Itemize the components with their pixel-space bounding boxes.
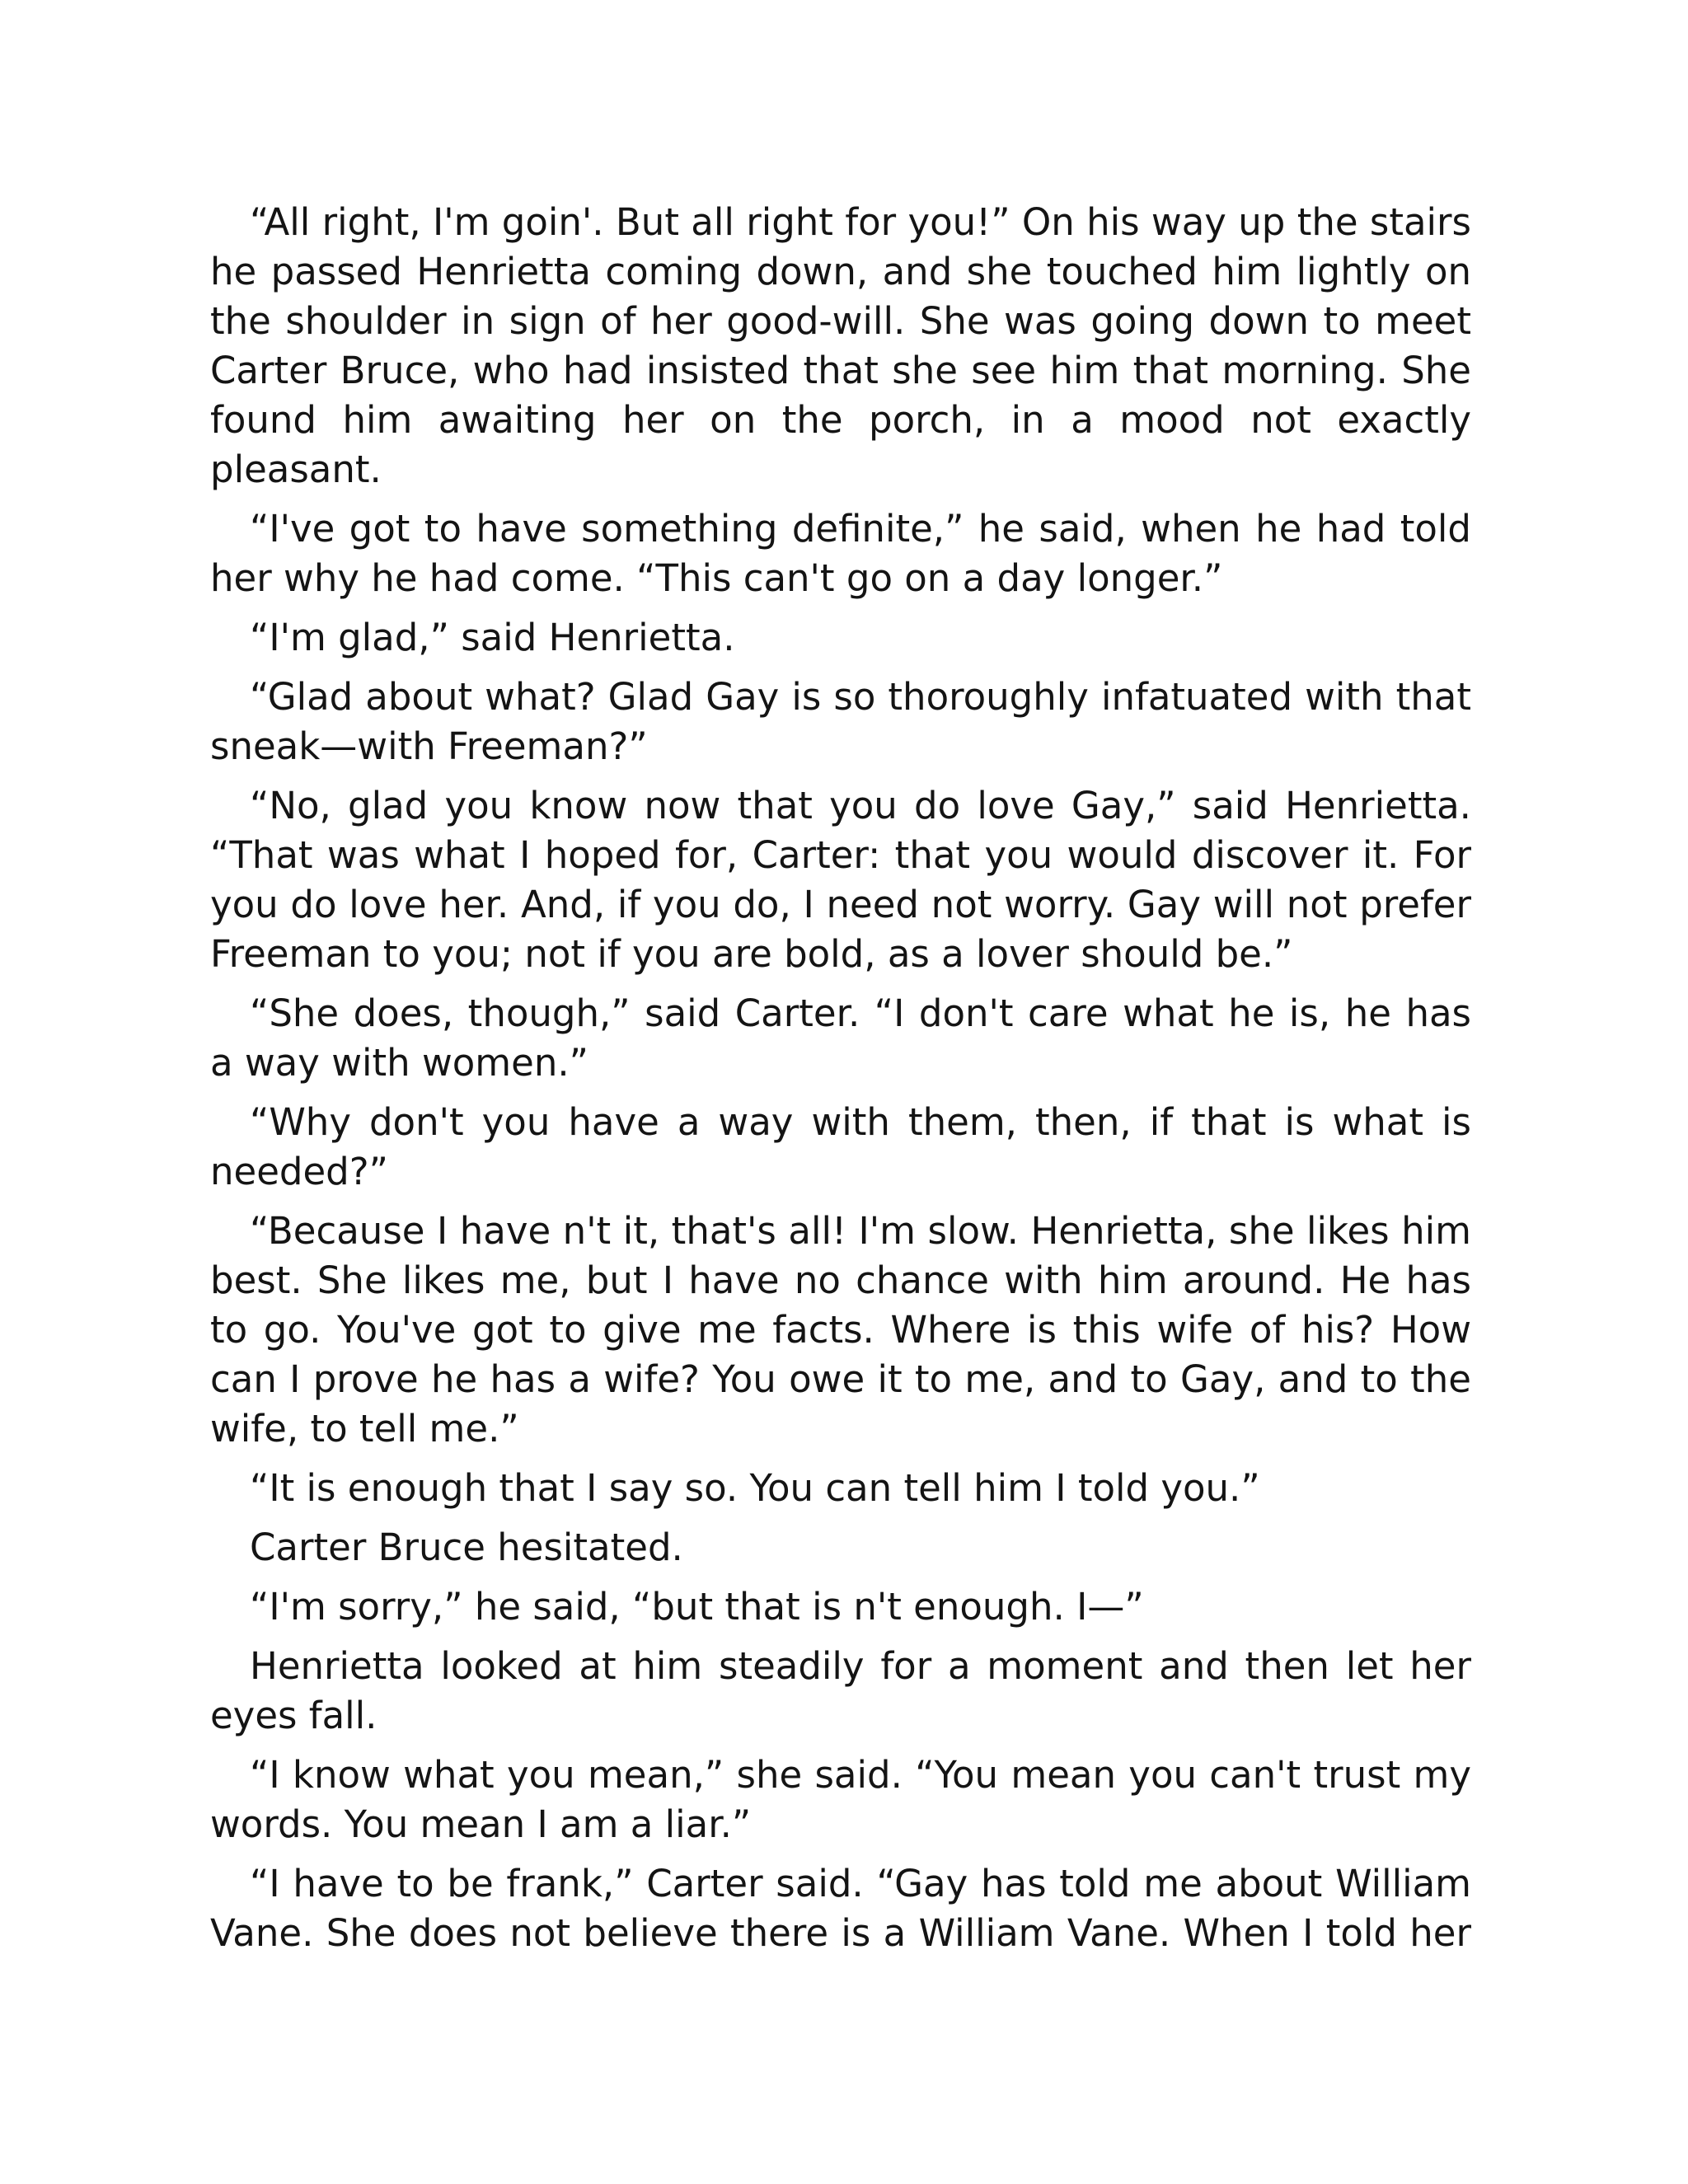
paragraph-14: “I have to be frank,” Carter said. “Gay has told me about William Vane. She does not believe there is a William Vane. When I told her (210, 1862, 1471, 1955)
paragraph-11: “I'm sorry,” he said, “but that is n't enough. I—” (250, 1585, 1144, 1629)
paragraph-3: “I'm glad,” said Henrietta. (250, 616, 735, 659)
paragraph-8: “Because I have n't it, that's all! I'm slow. Henrietta, she likes him best. She likes me, but I have no chance with him around. He has to go. You've got to give me facts. Where is this wife of his? How can I prove he has a wife? You owe it to me, and to Gay, and to the wife, to tell me.” (210, 1209, 1471, 1451)
paragraph-13: “I know what you mean,” she said. “You mean you can't trust my words. You mean I am a liar.” (210, 1753, 1471, 1846)
paragraph-1: “All right, I'm goin'. But all right for you!” On his way up the stairs he passed Henrietta coming down, and she touched him lightly on the shoulder in sign of her good-will. She was going down to meet Carter Bruce, who had insisted that she see him that morning. She found him awaiting her on the porch, in a mood not exactly pleasant. (210, 200, 1471, 491)
body-text (210, 198, 1471, 1968)
paragraph-10: Carter Bruce hesitated. (250, 1526, 683, 1569)
paragraph-4: “Glad about what? Glad Gay is so thoroughly infatuated with that sneak—with Freeman?” (210, 675, 1471, 768)
paragraph-7: “Why don't you have a way with them, then, if that is what is needed?” (210, 1100, 1471, 1193)
paragraph-2: “I've got to have something definite,” he said, when he had told her why he had come. “This can't go on a day longer.” (210, 507, 1471, 600)
paragraph-5: “No, glad you know now that you do love Gay,” said Henrietta. “That was what I hoped for, Carter: that you would discover it. For you do love her. And, if you do, I need not worry. Gay will not prefer Freeman to you; not if you are bold, as a lover should be.” (210, 784, 1471, 976)
paragraph-9: “It is enough that I say so. You can tell him I told you.” (250, 1466, 1260, 1510)
paragraph-12: Henrietta looked at him steadily for a moment and then let her eyes fall. (210, 1644, 1471, 1737)
paragraph-6: “She does, though,” said Carter. “I don't care what he is, he has a way with women.” (210, 991, 1471, 1085)
